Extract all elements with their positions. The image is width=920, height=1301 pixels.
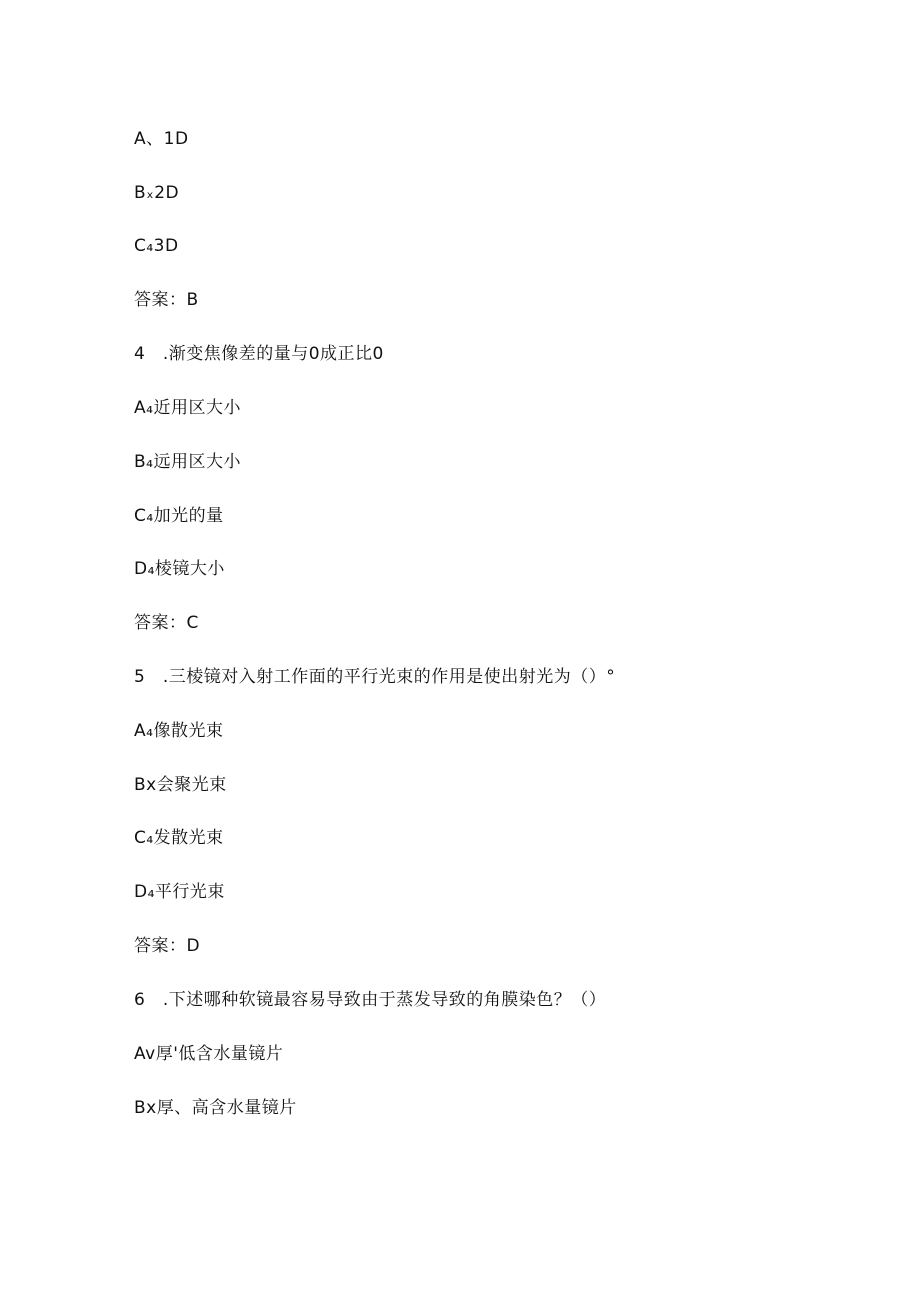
option-line: D₄棱镜大小 [134,559,225,579]
answer-line: 答案：B [134,290,199,310]
option-line: C₄加光的量 [134,506,224,526]
option-line: Av厚'低含水量镜片 [134,1044,284,1064]
option-line: A、1D [134,129,189,149]
question-line: 4 .渐变焦像差的量与0成正比0 [134,344,384,364]
option-line: C₄发散光束 [134,828,224,848]
option-line: Bₓ2D [134,183,180,203]
option-line: A₄近用区大小 [134,398,241,418]
option-line: Bx会聚光束 [134,775,227,795]
answer-line: 答案：C [134,613,199,633]
question-line: 5 .三棱镜对入射工作面的平行光束的作用是使出射光为（）° [134,667,616,687]
answer-line: 答案：D [134,936,201,956]
option-line: D₄平行光束 [134,882,225,902]
option-line: Bx厚、高含水量镜片 [134,1098,297,1118]
option-line: C₄3D [134,236,179,256]
option-line: A₄像散光束 [134,721,224,741]
option-line: B₄远用区大小 [134,452,241,472]
question-line: 6 .下述哪种软镜最容易导致由于蒸发导致的角膜染色？（） [134,990,607,1010]
